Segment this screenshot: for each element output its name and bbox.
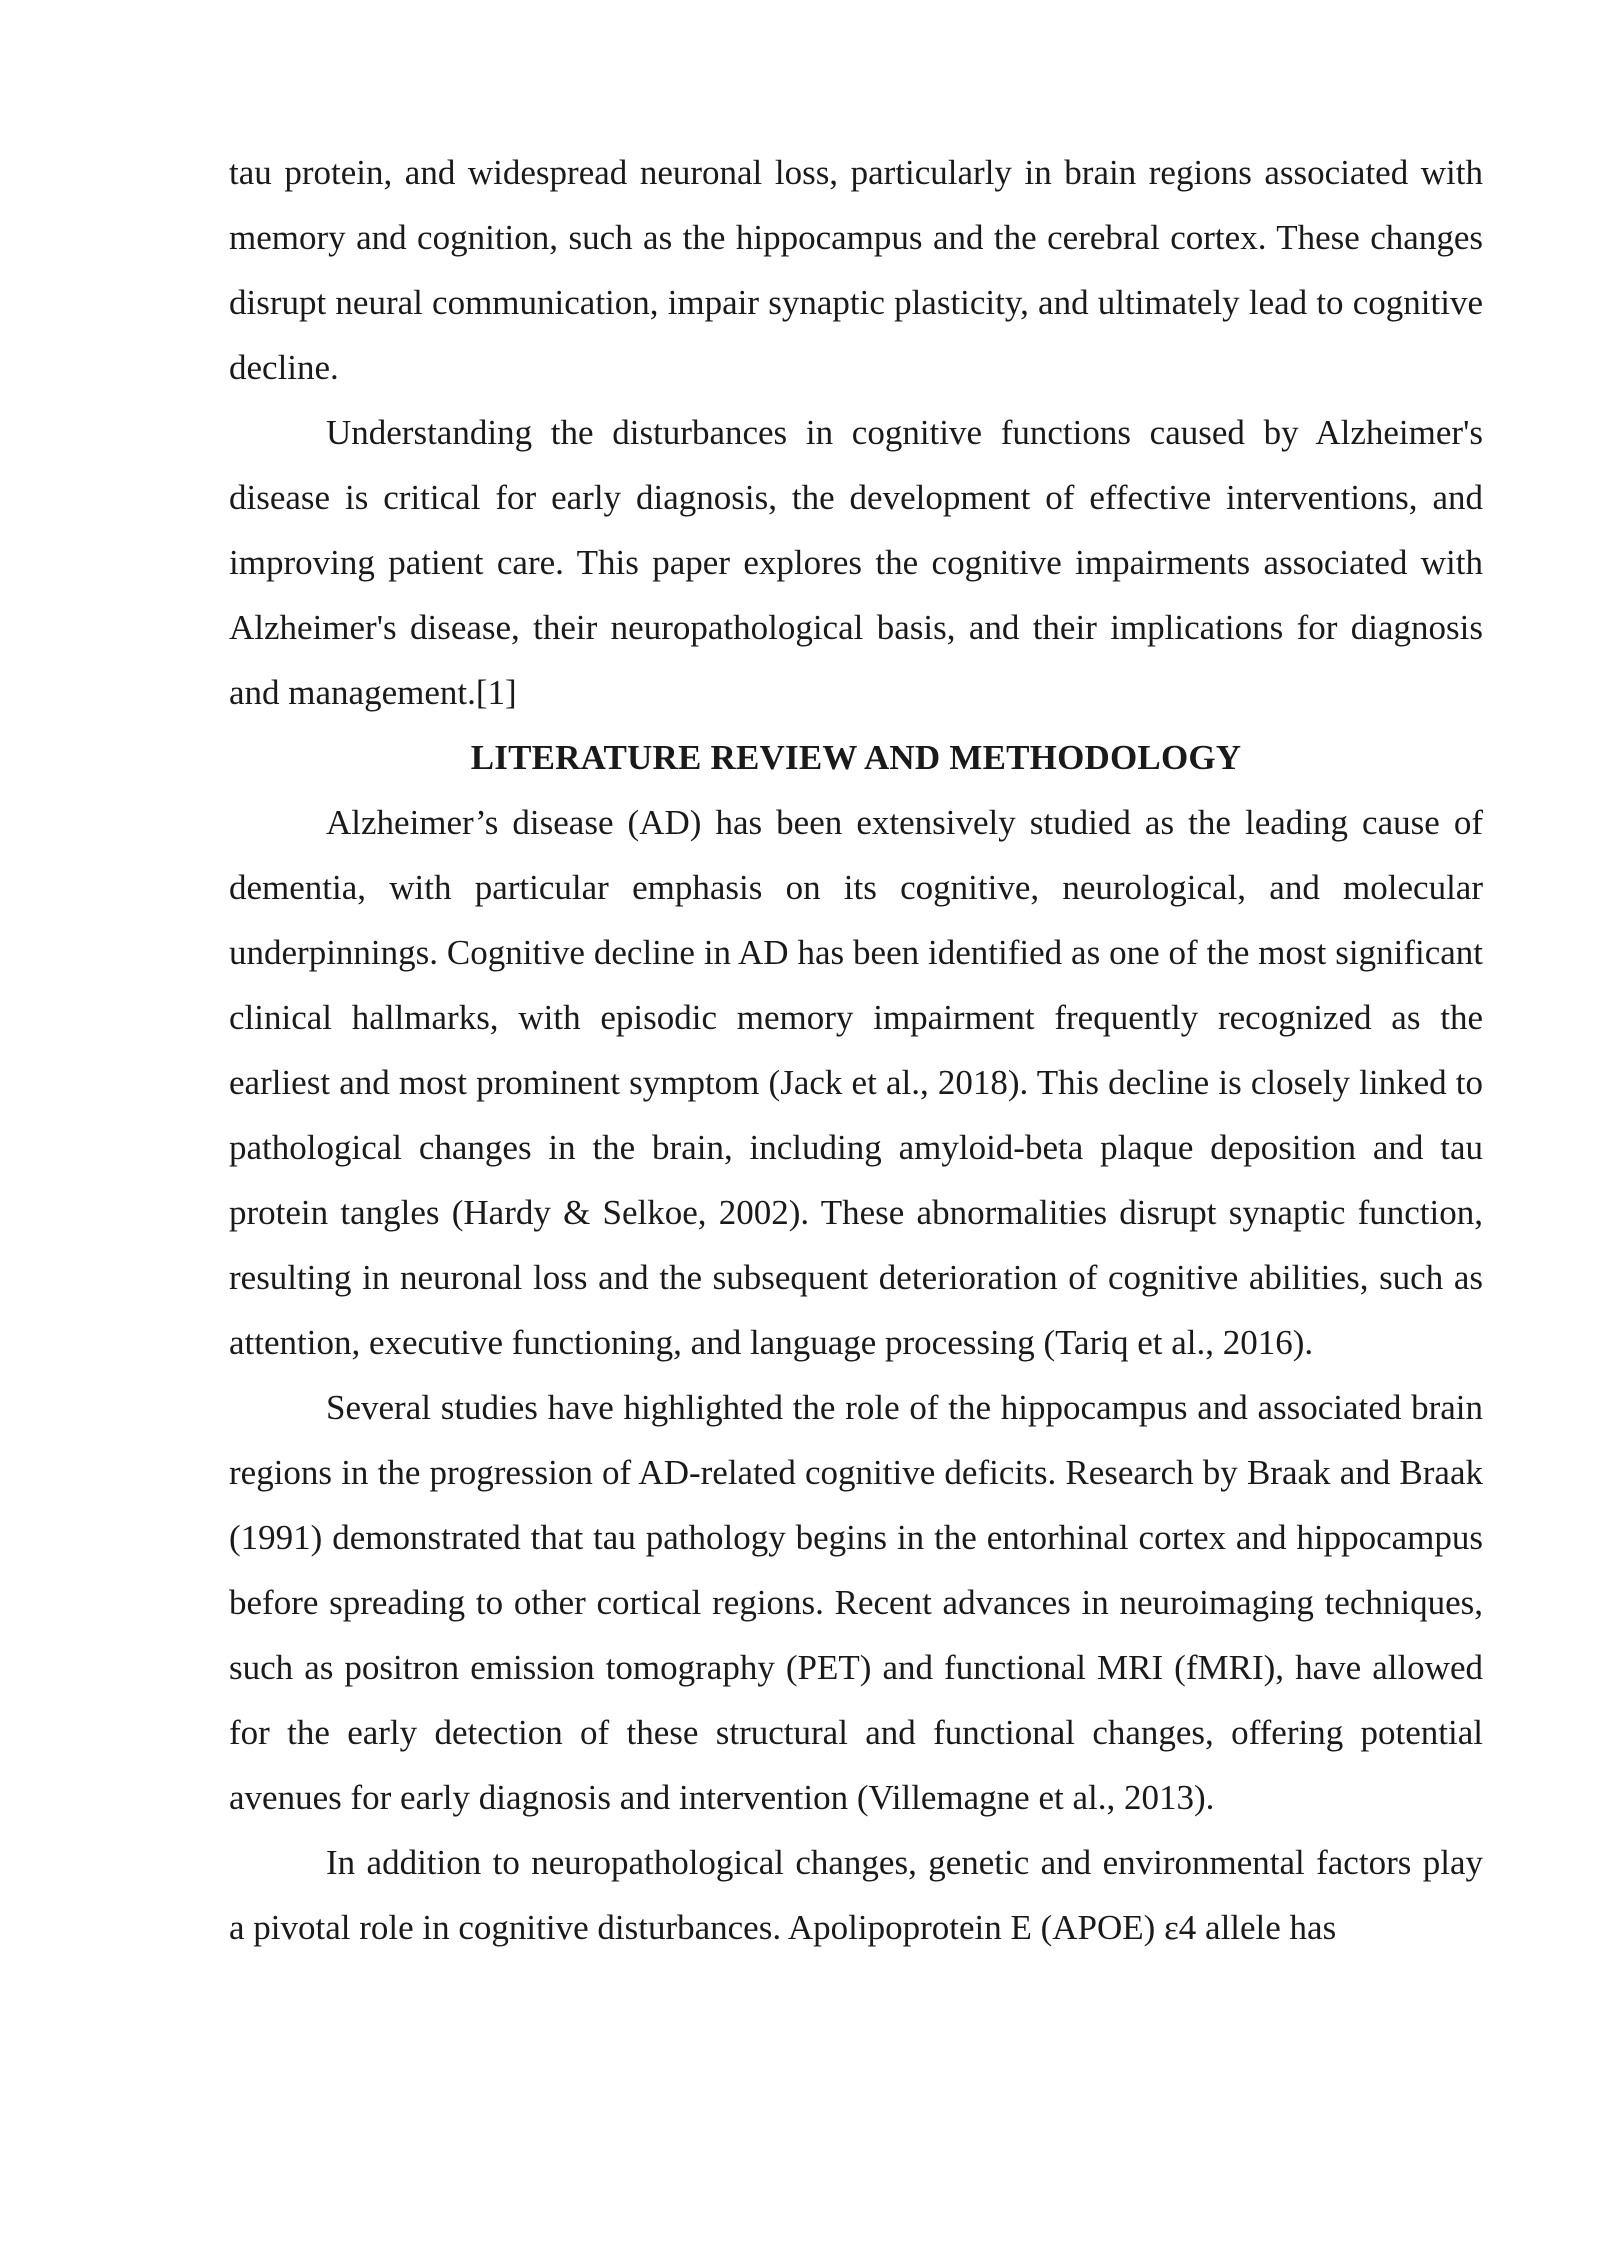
document-page xyxy=(229,140,1483,1960)
paragraph-understanding: Understanding the disturbances in cognitive functions caused by Alzheimer's disease is critical for early diagnosis, the development of effective interventions, and improving patient care. This paper explores the cognitive impairments associated with Alzheimer's disease, their neuropathological basis, and their implications for diagnosis and management.[1] xyxy=(229,413,1483,712)
section-heading: LITERATURE REVIEW AND METHODOLOGY xyxy=(470,738,1242,777)
paragraph-continued: tau protein, and widespread neuronal loss, particularly in brain regions associated with memory and cognition, such as the hippocampus and the cerebral cortex. These changes disrupt neural communication, impair synaptic plasticity, and ultimately lead to cognitive decline. xyxy=(229,153,1483,387)
paragraph-genetic-factors: In addition to neuropathological changes, genetic and environmental factors play a pivotal role in cognitive disturbances. Apolipoprotein E (APOE) ε4 allele has xyxy=(229,1843,1483,1947)
paragraph-hippocampus: Several studies have highlighted the role of the hippocampus and associated brain regions in the progression of AD-related cognitive deficits. Research by Braak and Braak (1991) demonstrated that tau pathology begins in the entorhinal cortex and hippocampus before spreading to other cortical regions. Recent advances in neuroimaging techniques, such as positron emission tomography (PET) and functional MRI (fMRI), have allowed for the early detection of these structural and functional changes, offering potential avenues for early diagnosis and intervention (Villemagne et al., 2013). xyxy=(229,1388,1483,1817)
paragraph-literature-review: Alzheimer’s disease (AD) has been extensively studied as the leading cause of dementia, with particular emphasis on its cognitive, neurological, and molecular underpinnings. Cognitive decline in AD has been identified as one of the most significant clinical hallmarks, with episodic memory impairment frequently recognized as the earliest and most prominent symptom (Jack et al., 2018). This decline is closely linked to pathological changes in the brain, including amyloid-beta plaque deposition and tau protein tangles (Hardy & Selkoe, 2002). These abnormalities disrupt synaptic function, resulting in neuronal loss and the subsequent deterioration of cognitive abilities, such as attention, executive functioning, and language processing (Tariq et al., 2016). xyxy=(229,803,1483,1362)
